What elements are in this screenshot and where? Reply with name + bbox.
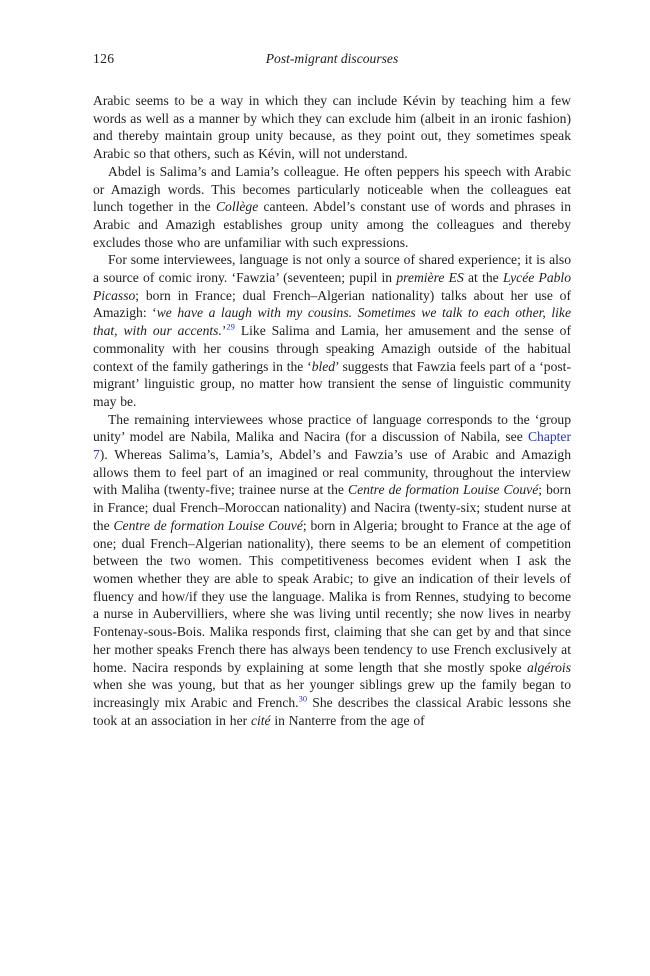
text-run: when she was young, but that as her younger siblings grew up the family began to increasingly mix Arabic and French. xyxy=(93,677,571,710)
text-run: ’ suggests that Fawzia feels part of a ‘post-migrant’ linguistic group, no matter how transient the sense of linguistic community may be. xyxy=(93,358,571,409)
page-header xyxy=(93,50,571,67)
paragraph xyxy=(93,411,571,730)
paragraph xyxy=(93,163,571,252)
text-run: at the xyxy=(463,270,503,286)
italic-text-run: Centre de formation Louise Couvé xyxy=(113,517,303,533)
paragraph xyxy=(93,251,571,410)
text-run: For some interviewees, language is not only a source of shared experience; it is also a source of comic irony. ‘Fawzia’ (seventeen; pupil in xyxy=(93,252,571,286)
page-number: 126 xyxy=(93,51,115,66)
chapter-7-link[interactable]: Chapter 7 xyxy=(93,429,571,463)
text-run: Arabic seems to be a way in which they can include Kévin by teaching him a few words as well as a manner by which they can exclude him (albeit in an ironic fashion) and thereby maintain group unity because, as they point out, they sometimes speak Arabic so that others, such as Kévin, will not understand. xyxy=(93,93,571,162)
text-run: Like Salima and Lamia, her amusement and the sense of commonality with her cousins through speaking Amazigh outside of the habitual context of the family gatherings in the ‘ xyxy=(93,323,571,374)
footnote-ref-29[interactable]: 29 xyxy=(226,321,235,332)
running-head: Post-migrant discourses xyxy=(265,51,399,66)
paragraph xyxy=(93,92,571,163)
text-run: in Nanterre from the age of xyxy=(270,712,425,728)
text-run: ; born in France; dual French–Algerian nationality) talks about her use of Amazigh: ‘ xyxy=(93,287,571,321)
italic-text-run: we have a laugh with my cousins. Sometimes we talk to each other, like that, with our accents. xyxy=(93,305,571,339)
italic-text-run: cité xyxy=(250,712,271,728)
italic-text-run: algérois xyxy=(526,659,571,675)
text-run: ’ xyxy=(221,323,227,339)
text-run: canteen. Abdel’s constant use of words and phrases in Arabic and Amazigh establishes group unity among the colleagues and thereby excludes those who are unfamiliar with such expressions. xyxy=(93,199,571,250)
text-run: ; born in France; dual French–Moroccan nationality) and Nacira (twenty-six; student nurse at the xyxy=(93,482,572,533)
text-run: The remaining interviewees whose practice of language corresponds to the ‘group unity’ model are Nabila, Malika and Nacira (for a discussion of Nabila, see xyxy=(93,411,571,445)
italic-text-run: bled xyxy=(311,358,336,374)
footnote-ref-30[interactable]: 30 xyxy=(298,693,308,704)
text-run: ). Whereas Salima’s, Lamia’s, Abdel’s and Fawzia’s use of Arabic and Amazigh allows them to feel part of an imagined or real community, throughout the interview with Maliha (twenty-five; trainee nurse at the xyxy=(93,447,571,498)
text-run: ; born in Algeria; brought to France at the age of one; dual French–Algerian nationality), there seems to be an element of competition between the two women. This competitiveness becomes evident when I ask the women whether they are able to speak Arabic; to give an indication of their levels of fluency and how/if they use the language. Malika is from Rennes, studying to become a nurse in Aubervilliers, where she was living until recently; she now lives in nearby Fontenay-sous-Bois. Malika responds first, claiming that she can get by and that since her mother speaks French there has always been tendency to use French exclusively at home. Nacira responds by explaining at some length that she mostly spoke xyxy=(93,517,572,675)
text-run: She describes the classical Arabic lessons she took at an association in her xyxy=(93,694,571,728)
text-run: Abdel is Salima’s and Lamia’s colleague. He often peppers his speech with Arabic or Amazigh words. This becomes particularly noticeable when the colleagues eat lunch together in the xyxy=(93,163,571,215)
page-content xyxy=(93,50,571,729)
italic-text-run: Lycée Pablo Picasso xyxy=(93,270,571,303)
italic-text-run: Collège xyxy=(215,199,259,215)
italic-text-run: Centre de formation Louise Couvé xyxy=(348,482,539,498)
italic-text-run: première ES xyxy=(396,270,464,286)
page-body xyxy=(93,92,571,729)
